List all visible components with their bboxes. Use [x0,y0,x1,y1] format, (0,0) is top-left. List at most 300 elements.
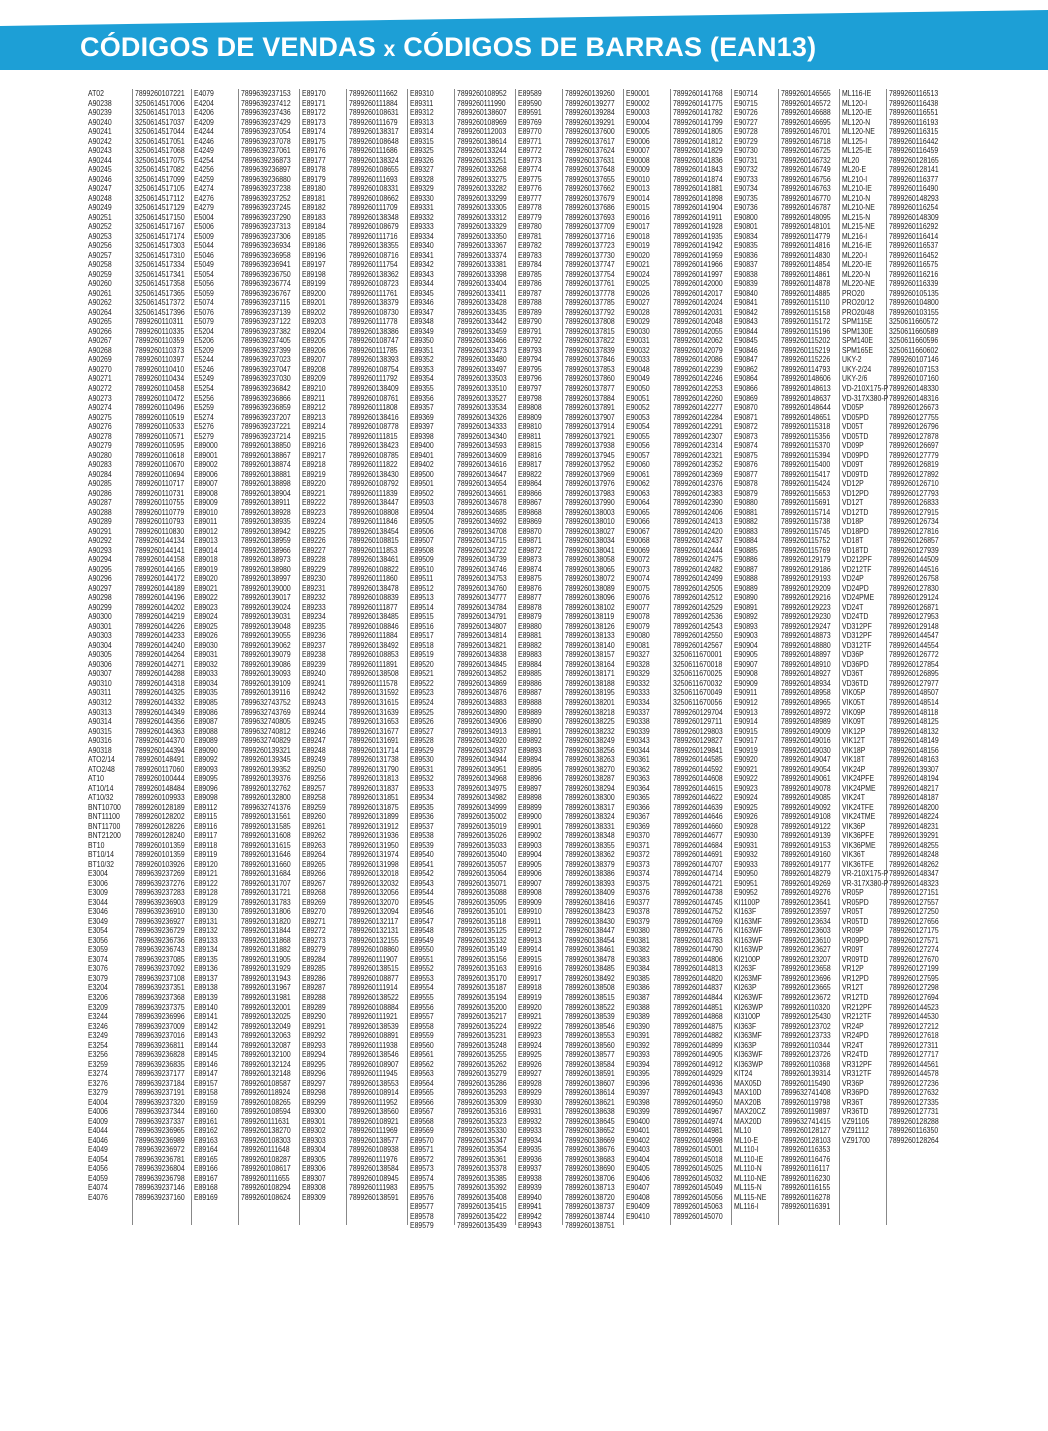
sales-code: E5076 [194,306,214,317]
sales-code: E5254 [194,382,214,393]
ean13-code: 7899260110410 [135,363,185,374]
ean13-code: 7899260149177 [781,858,831,869]
sales-code: E89141 [194,1011,218,1022]
sales-code: E89128 [194,887,218,898]
sales-code: VIK24P [842,763,866,774]
ean13-code: 7899260135330 [457,1125,507,1136]
ean13-code: 7899639236743 [135,944,185,955]
ean13-code: 7899639237351 [135,982,185,993]
sales-code: E89351 [410,344,434,355]
sales-code: E90838 [734,268,758,279]
sales-code: E90394 [626,1058,650,1069]
ean13-code: 7899260134968 [457,773,507,784]
sales-code: A90245 [88,164,112,175]
ean13-code: 7899639236835 [135,1058,185,1069]
sales-code: E89575 [410,1182,434,1193]
sales-code: E89000 [194,440,218,451]
ean13-code: 7899260138379 [565,858,615,869]
sales-code: E89256 [302,773,326,784]
sales-code: E89774 [518,164,542,175]
ean13-code: 7899260135132 [457,934,507,945]
ean13-code: 7899260137877 [565,382,615,393]
ean13-code: 7899260116391 [781,1201,831,1212]
sales-code: E89521 [410,668,434,679]
sales-code: E89138 [194,982,218,993]
ean13-code: 7899260107160 [889,373,939,384]
sales-code: VD12TD [842,506,869,517]
ean13-code: 7899260134869 [457,677,507,688]
ean13-code: 7899260126871 [889,601,939,612]
sales-code: VD24PME [842,592,875,603]
ean13-code: 7899260144356 [135,716,185,727]
ean13-code: 7899260144882 [673,1030,723,1041]
sales-code: E89817 [518,459,542,470]
sales-code: E89312 [410,107,434,118]
sales-code: KI2100P [734,953,761,964]
sales-code: E90869 [734,392,758,403]
sales-code: E89025 [194,620,218,631]
ean13-code: 7899260132087 [241,1039,291,1050]
ean13-code: 7899632740812 [241,725,291,736]
sales-code: E3009 [88,887,108,898]
ean13-code: 3250614517044 [135,126,185,137]
ean13-code: 7899260116513 [889,88,939,98]
ean13-code: 7899260142505 [673,582,723,593]
sales-code: E90406 [626,1172,650,1183]
ean13-code: 7899260108969 [457,116,507,127]
ean13-code: 7899260149085 [781,792,831,803]
ean13-code: 7899260138348 [565,830,615,841]
ean13-code: 7899260148095 [781,211,831,222]
sales-code: E89577 [410,1201,434,1212]
sales-code: E90033 [626,354,650,365]
ean13-code: 7899260135156 [457,953,507,964]
ean13-code: 7899260129803 [673,725,723,736]
ean13-code: 7899639237269 [135,868,185,879]
sales-code: E89926 [518,1058,542,1069]
sales-code: E90031 [626,335,650,346]
sales-code: E89292 [302,1030,326,1041]
sales-code: E89864 [518,478,542,489]
ean13-code: 3250614517129 [135,202,185,213]
sales-code: E90064 [626,497,650,508]
ean13-code: 7899639237047 [241,363,291,374]
sales-code: A90240 [88,116,112,127]
sales-code: E4009 [88,1115,108,1126]
ean13-code: 7899260127595 [889,972,939,983]
sales-code: E89525 [410,706,434,717]
ean13-code: 7899639237207 [241,411,291,422]
ean13-code: 7899260134609 [457,449,507,460]
sales-code: E90009 [626,164,650,175]
ean13-code: 7899260111578 [349,677,398,688]
sales-code: BT10/14 [88,849,114,860]
sales-code: E90892 [734,611,758,622]
ean13-code: 7899260145018 [673,1153,723,1164]
ean13-code: 7899260111891 [349,658,398,669]
sales-code: E89590 [518,97,542,108]
ean13-code: 7899260144370 [135,735,185,746]
sales-code: E89122 [194,877,218,888]
sales-code: E89271 [302,915,326,926]
ean13-code: 7899260111648 [241,1144,290,1155]
sales-code: E89917 [518,972,542,983]
ean13-code: 7899260137822 [565,335,615,346]
sales-code: E89259 [302,801,326,812]
sales-code: E89225 [302,525,326,536]
sales-code: E90728 [734,126,758,137]
ean13-code: 7899260111921 [349,1011,398,1022]
sales-code: E89279 [302,944,326,955]
sales-code: E89026 [194,630,218,641]
sales-code: ML110-NE [734,1172,767,1183]
ean13-code: 7899260142475 [673,554,723,565]
title-part2: CÓDIGOS DE BARRAS (EAN13) [403,32,817,62]
ean13-code: 7899260115356 [781,430,831,441]
ean13-code: 7899260138225 [565,716,615,727]
sales-code: E90374 [626,868,650,879]
sales-code: KI263P [734,982,757,993]
sales-code: E89248 [302,744,326,755]
ean13-code: 7899260142413 [673,516,723,527]
ean13-code: 3250614517068 [135,145,185,156]
sales-code: E89325 [410,145,434,156]
ean13-code: 7899260133497 [457,363,507,374]
sales-code: ML216-I [842,230,868,241]
ean13-code: 7899260149269 [781,877,831,888]
ean13-code: 7899260144813 [673,963,723,974]
sales-code: KI363P [734,1039,757,1050]
ean13-code: 7899260133527 [457,392,507,403]
sales-code: E90403 [626,1144,650,1155]
ean13-code: 7899260139079 [241,649,291,660]
sales-code: E89117 [194,830,218,841]
sales-code: A90270 [88,363,112,374]
ean13-code: 7899260114861 [781,268,831,279]
sales-code: E90386 [626,982,650,993]
sales-code: E89273 [302,934,326,945]
ean13-code: 7899639237399 [241,344,291,355]
ean13-code: 7899260111839 [349,487,398,498]
ean13-code: 7899260131868 [241,934,291,945]
ean13-code: 7899260137631 [565,154,615,165]
sales-code: E89943 [518,1220,542,1231]
ean13-code: 7899260139291 [565,116,615,127]
sales-code: E89900 [518,811,542,822]
sales-code: E89157 [194,1077,218,1088]
sales-code: E89212 [302,402,326,413]
sales-code: E4044 [88,1125,108,1136]
ean13-code: 7899260115752 [781,535,831,546]
ean13-code: 7899639236828 [135,1049,185,1060]
ean13-code: 7899260142062 [673,335,723,346]
sales-code: ML20-E [842,164,867,175]
ean13-code: 7899260144899 [673,1039,723,1050]
ean13-code: 7899260108331 [349,183,399,194]
sales-code: VD24TD [842,611,869,622]
ean13-code: 7899260134333 [457,421,507,432]
sales-code: E89882 [518,639,542,650]
sales-code: E89183 [302,211,326,222]
sales-code: E4206 [194,107,214,118]
sales-code: E3249 [88,1030,108,1041]
ean13-code: 7899260131967 [241,982,291,993]
sales-code: E90026 [626,287,650,298]
ean13-code: 7899260111815 [349,430,398,441]
ean13-code: 3250614517365 [135,287,185,298]
ean13-code: 3250614517037 [135,116,185,127]
sales-code: ML210-I [842,173,868,184]
ean13-code: 7899260111990 [457,97,506,108]
sales-code: E3259 [88,1058,108,1069]
ean13-code: 7899260116155 [781,1182,831,1193]
sales-code: E3204 [88,982,108,993]
ean13-code: 7899632740829 [241,735,291,746]
sales-code: E89146 [194,1058,218,1069]
ean13-code: 7899260114793 [781,363,831,374]
sales-code: E89235 [302,620,326,631]
sales-code: E90891 [734,601,758,612]
ean13-code: 7899260134722 [457,544,507,555]
ean13-code: 7899260138362 [349,268,399,279]
sales-code: ATO2/14 [88,754,115,765]
ean13-code: 7899260142024 [673,297,723,308]
sales-code: E90338 [626,716,650,727]
sales-code: A90262 [88,297,112,308]
sales-code: E89200 [302,287,326,298]
ean13-code: 7899260133459 [457,325,507,336]
ean13-code: 7899639237320 [135,1096,185,1107]
sales-code: E89779 [518,211,542,222]
sales-code: E89531 [410,763,434,774]
ean13-code: 7899260103155 [889,306,939,317]
ean13-code: 7899260132094 [349,906,399,917]
ean13-code: 7899639237405 [241,335,291,346]
ean13-code: 7899260141799 [673,116,723,127]
sales-code: E89897 [518,782,542,793]
ean13-code: 7899260116551 [889,107,939,118]
ean13-code: 7899260108839 [349,592,399,603]
ean13-code: 7899260123696 [781,972,831,983]
sales-code: E3074 [88,953,108,964]
sales-code: A90273 [88,392,112,403]
sales-code: A90267 [88,335,112,346]
sales-code: E90020 [626,249,650,260]
ean13-code: 7899260138850 [241,440,291,451]
sales-code: A90307 [88,668,112,679]
ean13-code: 7899260135125 [457,925,507,936]
ean13-code: 7899260131714 [349,744,399,755]
sales-code: E89258 [302,792,326,803]
ean13-code: 7899260138416 [565,896,615,907]
ean13-code: 7899260138188 [565,677,615,688]
ean13-code: 7899260134890 [457,706,507,717]
sales-code: E89238 [302,649,326,660]
sales-code: E89555 [410,991,434,1002]
sales-code: E89401 [410,449,434,460]
sales-code: VR312PF [842,1058,872,1069]
sales-code: KI163WP [734,944,764,955]
sales-code: VD18TD [842,544,869,555]
ean13-code: 7899260127779 [889,449,939,460]
ean13-code: 7899260148347 [889,868,939,879]
ean13-code: 7899260146688 [781,107,831,118]
sales-code: E89918 [518,982,542,993]
sales-code: VD-210X175-P [842,382,889,393]
sales-code: E89572 [410,1153,434,1164]
sales-code: E3276 [88,1077,108,1088]
ean13-code: 7899260108587 [241,1077,291,1088]
sales-code: E89215 [302,430,326,441]
sales-code: BNT10700 [88,801,121,812]
sales-code: E90914 [734,716,758,727]
ean13-code: 7899260135217 [457,1011,507,1022]
sales-code: E4059 [88,1172,108,1183]
sales-code: VR-210X175-P [842,868,889,879]
sales-code: PRO20/12 [842,297,875,308]
ean13-code: 3250614517006 [135,97,185,108]
sales-code: VR36T [842,1096,864,1107]
column-divider [562,89,563,1225]
sales-code: E90727 [734,116,758,127]
ean13-code: 7899260131813 [349,773,399,784]
ean13-code: 7899260111983 [349,1182,398,1193]
sales-code: E89244 [302,706,326,717]
ean13-code: 7899260116339 [889,278,939,289]
ean13-code: 7899639237344 [135,1106,185,1117]
sales-code: E89161 [194,1115,218,1126]
sales-code: VIK36PME [842,839,876,850]
ean13-code: 7899260135286 [457,1077,507,1088]
ean13-code: 7899260148910 [781,658,831,669]
sales-code: E89542 [410,868,434,879]
title-x: x [383,38,396,61]
sales-code: VR09TD [842,953,869,964]
sales-code: E89510 [410,563,434,574]
sales-code: E89014 [194,544,218,555]
sales-code: VR24TD [842,1049,869,1060]
sales-code: E89925 [518,1049,542,1060]
ean13-code: 7899260109933 [135,792,185,803]
ean13-code: 7899260138492 [349,639,399,650]
ean13-code: 7899260137983 [565,487,615,498]
ean13-code: 7899260138355 [349,240,399,251]
ean13-code: 7899260110344 [781,1039,831,1050]
sales-code: E90339 [626,725,650,736]
ean13-code: 7899260134876 [457,687,507,698]
ean13-code: 7899639236750 [241,268,291,279]
sales-code: E90327 [626,649,650,660]
sales-code: E89398 [410,430,434,441]
ean13-code: 7899260116278 [781,1191,831,1202]
sales-code: VD12T [842,497,864,508]
ean13-code: 7899260131653 [349,716,399,727]
sales-code: E89908 [518,887,542,898]
sales-code: E90871 [734,411,758,422]
ean13-code: 7899260137952 [565,459,615,470]
ean13-code: 7899260138577 [349,1134,399,1145]
sales-code: E89143 [194,1030,218,1041]
sales-code: E89247 [302,735,326,746]
sales-code: VD24T [842,601,864,612]
sales-code: E89262 [302,830,326,841]
ean13-code: 7899260111846 [349,516,398,527]
sales-code: E89915 [518,953,542,964]
sales-code: E89270 [302,906,326,917]
ean13-code: 7899260135323 [457,1115,507,1126]
sales-code: E89202 [302,306,326,317]
ean13-code: 7899260111686 [349,145,398,156]
sales-code: E89130 [194,906,218,917]
sales-code: E89173 [302,116,326,127]
ean13-code: 7899260144769 [673,915,723,926]
sales-code: E89530 [410,754,434,765]
ean13-code: 7899260132032 [349,877,399,888]
ean13-code: 7899260144189 [135,582,185,593]
sales-code: E90055 [626,430,650,441]
sales-code: E89797 [518,382,542,393]
sales-code: E90329 [626,668,650,679]
ean13-code: 7899260138560 [349,1106,399,1117]
ean13-code: 7899260138584 [349,1163,399,1174]
ean13-code: 7899260133367 [457,240,507,251]
ean13-code: 7899260138010 [565,516,615,527]
ean13-code: 7899260137907 [565,411,615,422]
sales-code: E90404 [626,1153,650,1164]
ean13-code: 7899260111945 [349,1068,398,1079]
sales-code: E90864 [734,373,758,384]
sales-code: A90300 [88,611,112,622]
ean13-code: 7899260139116 [241,687,291,698]
sales-code: E89794 [518,354,542,365]
ean13-code: 7899260108747 [349,335,399,346]
sales-code: E89783 [518,249,542,260]
ean13-code: 7899260123634 [781,915,831,926]
sales-code: E89553 [410,972,434,983]
sales-code: VD36P [842,649,864,660]
ean13-code: 7899260135118 [457,915,507,926]
ean13-code: 7899260138393 [349,354,399,365]
ean13-code: 7899260138522 [349,991,399,1002]
sales-code: E89579 [410,1220,434,1231]
sales-code: E89507 [410,535,434,546]
sales-code: E90887 [734,563,758,574]
ean13-code: 7899260132001 [241,1001,291,1012]
sales-code: E89167 [194,1172,218,1183]
sales-code: VD12P [842,478,864,489]
sales-code: E90904 [734,639,758,650]
sales-code: E89527 [410,725,434,736]
ean13-code: 7899639237122 [241,316,291,327]
sales-code: E89543 [410,877,434,888]
sales-code: E89008 [194,487,218,498]
sales-code: E89030 [194,639,218,650]
ean13-code: 7899260144363 [135,725,185,736]
ean13-code: 7899260142550 [673,630,723,641]
ean13-code: 7899260138003 [565,506,615,517]
sales-code: E89785 [518,268,542,279]
sales-code: E5074 [194,297,214,308]
sales-code: E89087 [194,716,218,727]
sales-code: E89547 [410,915,434,926]
sales-code: E89199 [302,278,326,289]
sales-code: E90363 [626,773,650,784]
ean13-code: 7899260144196 [135,592,185,603]
sales-code: E89315 [410,135,434,146]
sales-code: E3246 [88,1020,108,1031]
ean13-code: 7899260137730 [565,249,615,260]
sales-code: E89243 [302,697,326,707]
